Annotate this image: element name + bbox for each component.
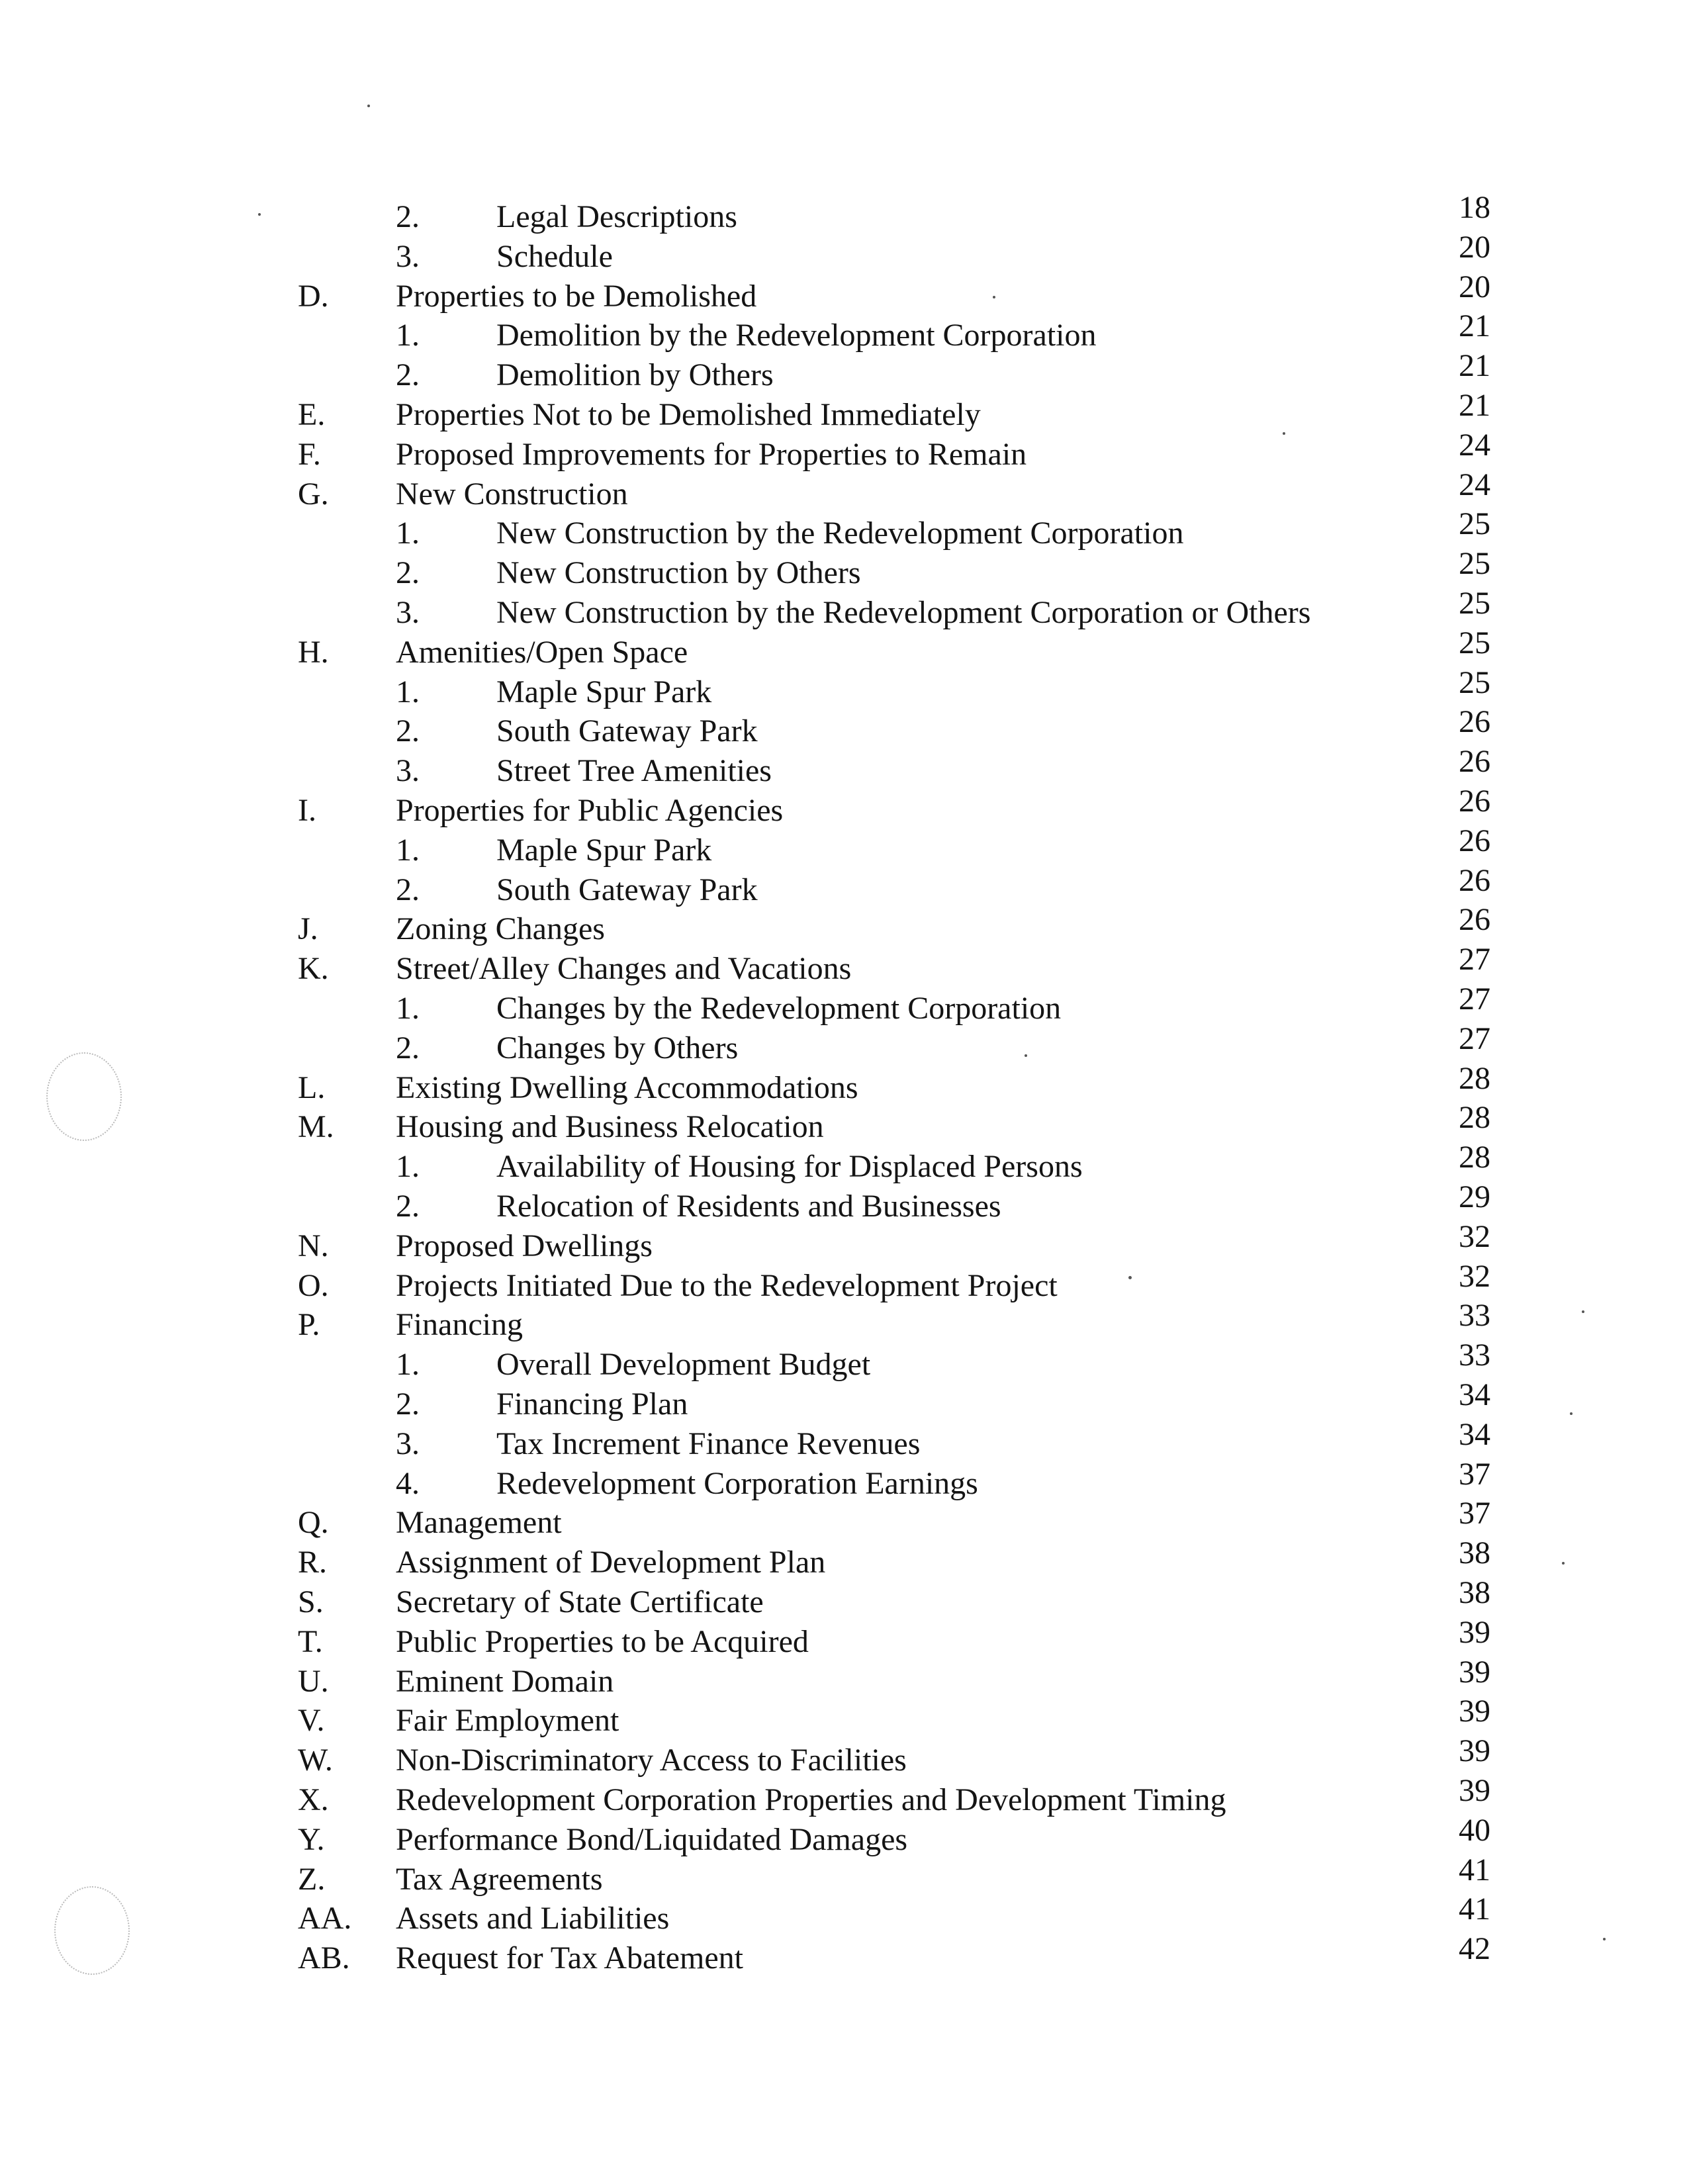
entry-title: Request for Tax Abatement xyxy=(396,1940,743,1976)
page-number: 20 xyxy=(1459,229,1490,265)
toc-subentry xyxy=(0,744,1689,791)
page-number: 40 xyxy=(1459,1812,1490,1848)
entry-letter: AB. xyxy=(298,1940,350,1976)
toc-entry xyxy=(0,427,1689,475)
toc-subentry xyxy=(0,704,1689,751)
scan-speck xyxy=(367,105,370,107)
toc-entry xyxy=(0,784,1689,831)
page-number: 37 xyxy=(1459,1456,1490,1492)
toc-subentry xyxy=(0,1416,1689,1464)
entry-number: 1. xyxy=(396,516,420,551)
page-number: 27 xyxy=(1459,942,1490,978)
entry-title: Maple Spur Park xyxy=(496,674,712,709)
toc-subentry xyxy=(0,862,1689,910)
entry-number: 2. xyxy=(396,1030,420,1066)
entry-letter: AA. xyxy=(298,1901,352,1936)
entry-letter: P. xyxy=(298,1307,320,1343)
toc-entry xyxy=(0,1931,1689,1978)
entry-title: Demolition by the Redevelopment Corporation xyxy=(496,318,1097,353)
entry-number: 3. xyxy=(396,753,420,789)
entry-title: Maple Spur Park xyxy=(496,832,712,868)
toc-subentry xyxy=(0,664,1689,712)
page-number: 41 xyxy=(1459,1852,1490,1888)
entry-letter: F. xyxy=(298,436,321,472)
entry-title: Proposed Dwellings xyxy=(396,1228,653,1263)
entry-letter: U. xyxy=(298,1663,329,1699)
entry-title: Assignment of Development Plan xyxy=(396,1545,826,1580)
page-number: 32 xyxy=(1459,1258,1490,1294)
entry-title: Schedule xyxy=(496,238,613,274)
entry-number: 4. xyxy=(396,1465,420,1501)
page-number: 37 xyxy=(1459,1496,1490,1531)
entry-number: 2. xyxy=(396,872,420,907)
toc-subentry xyxy=(0,506,1689,553)
scan-speck xyxy=(258,213,261,216)
entry-number: 2. xyxy=(396,713,420,749)
page-number: 32 xyxy=(1459,1218,1490,1254)
toc-subentry xyxy=(0,190,1689,237)
toc-entry xyxy=(0,388,1689,435)
toc-entry xyxy=(0,625,1689,672)
entry-title: Zoning Changes xyxy=(396,911,605,947)
page-number: 39 xyxy=(1459,1773,1490,1808)
entry-title: Non-Discriminatory Access to Facilities xyxy=(396,1743,907,1778)
scan-speck xyxy=(1603,1938,1606,1940)
entry-title: Eminent Domain xyxy=(396,1663,614,1699)
entry-title: New Construction xyxy=(396,476,628,512)
page-number: 33 xyxy=(1459,1298,1490,1334)
page-number: 41 xyxy=(1459,1891,1490,1927)
entry-letter: N. xyxy=(298,1228,329,1263)
page-number: 25 xyxy=(1459,586,1490,621)
entry-title: Tax Increment Finance Revenues xyxy=(496,1426,921,1461)
page-number: 21 xyxy=(1459,388,1490,423)
page-number: 26 xyxy=(1459,823,1490,858)
page-number: 26 xyxy=(1459,902,1490,938)
entry-title: Relocation of Residents and Businesses xyxy=(496,1189,1001,1224)
page-number: 38 xyxy=(1459,1575,1490,1610)
entry-letter: M. xyxy=(298,1109,334,1145)
page-number: 28 xyxy=(1459,1140,1490,1175)
page-number: 24 xyxy=(1459,427,1490,463)
page-number: 28 xyxy=(1459,1100,1490,1136)
scan-speck xyxy=(1025,1054,1027,1057)
page-number: 38 xyxy=(1459,1535,1490,1571)
scan-speck xyxy=(1128,1276,1132,1279)
toc-entry xyxy=(0,467,1689,514)
toc-subentry xyxy=(0,586,1689,633)
page-number: 20 xyxy=(1459,269,1490,304)
scan-speck xyxy=(1582,1310,1584,1313)
scan-speck xyxy=(1570,1412,1573,1415)
entry-number: 1. xyxy=(396,832,420,868)
page-number: 28 xyxy=(1459,1060,1490,1096)
page-number: 21 xyxy=(1459,308,1490,344)
page-number: 26 xyxy=(1459,704,1490,740)
entry-letter: T. xyxy=(298,1623,323,1659)
entry-letter: Q. xyxy=(298,1505,329,1541)
entry-title: Properties to be Demolished xyxy=(396,278,757,314)
toc-entry xyxy=(0,1575,1689,1622)
entry-number: 3. xyxy=(396,1426,420,1461)
page-number: 21 xyxy=(1459,348,1490,384)
entry-letter: V. xyxy=(298,1703,325,1739)
punch-hole-mark xyxy=(46,1052,122,1141)
toc-entry xyxy=(0,1060,1689,1108)
entry-letter: X. xyxy=(298,1782,329,1817)
entry-number: 1. xyxy=(396,1347,420,1383)
toc-entry xyxy=(0,1891,1689,1938)
page-number: 34 xyxy=(1459,1416,1490,1452)
toc-subentry xyxy=(0,1456,1689,1504)
entry-title: South Gateway Park xyxy=(496,713,758,749)
entry-title: Demolition by Others xyxy=(496,357,774,393)
page-number: 42 xyxy=(1459,1931,1490,1967)
toc-entry xyxy=(0,1654,1689,1702)
entry-title: New Construction by the Redevelopment Corporation or Others xyxy=(496,595,1311,630)
entry-title: Overall Development Budget xyxy=(496,1347,871,1383)
page-number: 26 xyxy=(1459,744,1490,780)
entry-title: Properties Not to be Demolished Immediately xyxy=(396,397,981,432)
page-number: 26 xyxy=(1459,862,1490,898)
entry-number: 3. xyxy=(396,238,420,274)
entry-title: New Construction by Others xyxy=(496,555,861,591)
page-number: 29 xyxy=(1459,1179,1490,1214)
entry-title: Changes by Others xyxy=(496,1030,739,1066)
entry-letter: Z. xyxy=(298,1861,326,1897)
page-number: 39 xyxy=(1459,1733,1490,1769)
entry-letter: I. xyxy=(298,793,316,828)
punch-hole-mark xyxy=(54,1886,130,1975)
entry-title: Financing xyxy=(396,1307,523,1343)
entry-title: New Construction by the Redevelopment Corporation xyxy=(496,516,1184,551)
entry-letter: H. xyxy=(298,634,329,670)
toc-subentry xyxy=(0,229,1689,277)
entry-title: Secretary of State Certificate xyxy=(396,1584,764,1619)
page-number: 33 xyxy=(1459,1338,1490,1373)
entry-letter: Y. xyxy=(298,1821,325,1857)
entry-title: Tax Agreements xyxy=(396,1861,603,1897)
toc-entry xyxy=(0,1694,1689,1741)
scan-speck xyxy=(1283,432,1285,435)
entry-title: South Gateway Park xyxy=(496,872,758,907)
entry-number: 2. xyxy=(396,1387,420,1422)
toc-entry xyxy=(0,1535,1689,1582)
entry-number: 2. xyxy=(396,357,420,393)
entry-letter: D. xyxy=(298,278,329,314)
page-number: 27 xyxy=(1459,1021,1490,1056)
entry-letter: K. xyxy=(298,951,329,987)
page-number: 26 xyxy=(1459,784,1490,819)
entry-title: Amenities/Open Space xyxy=(396,634,688,670)
entry-title: Legal Descriptions xyxy=(496,199,737,234)
entry-title: Public Properties to be Acquired xyxy=(396,1623,809,1659)
entry-title: Management xyxy=(396,1505,562,1541)
toc-entry xyxy=(0,942,1689,989)
entry-title: Fair Employment xyxy=(396,1703,619,1739)
entry-title: Street Tree Amenities xyxy=(496,753,772,789)
toc-entry xyxy=(0,1812,1689,1860)
toc-entry xyxy=(0,1614,1689,1662)
page-number: 25 xyxy=(1459,664,1490,700)
entry-number: 1. xyxy=(396,318,420,353)
toc-entry xyxy=(0,1773,1689,1820)
scan-speck xyxy=(1562,1562,1565,1565)
page-number: 39 xyxy=(1459,1614,1490,1650)
page-number: 25 xyxy=(1459,506,1490,542)
toc-entry xyxy=(0,1100,1689,1147)
toc-entry xyxy=(0,1852,1689,1899)
entry-title: Redevelopment Corporation Properties and Development Timing xyxy=(396,1782,1226,1817)
toc-subentry xyxy=(0,1179,1689,1226)
toc-entry xyxy=(0,1496,1689,1543)
entry-title: Financing Plan xyxy=(496,1387,688,1422)
toc-entry xyxy=(0,1298,1689,1345)
toc-subentry xyxy=(0,308,1689,355)
entry-title: Availability of Housing for Displaced Persons xyxy=(496,1149,1083,1185)
entry-title: Assets and Liabilities xyxy=(396,1901,670,1936)
toc-entry xyxy=(0,1218,1689,1266)
entry-number: 1. xyxy=(396,991,420,1026)
entry-title: Street/Alley Changes and Vacations xyxy=(396,951,852,987)
entry-title: Changes by the Redevelopment Corporation xyxy=(496,991,1062,1026)
toc-subentry xyxy=(0,823,1689,870)
toc-entry xyxy=(0,1258,1689,1306)
entry-title: Housing and Business Relocation xyxy=(396,1109,824,1145)
entry-letter: O. xyxy=(298,1267,329,1303)
toc-subentry xyxy=(0,1377,1689,1424)
page-number: 27 xyxy=(1459,981,1490,1017)
page-number: 39 xyxy=(1459,1694,1490,1729)
entry-number: 2. xyxy=(396,555,420,591)
entry-letter: W. xyxy=(298,1743,333,1778)
toc-subentry xyxy=(0,1338,1689,1385)
entry-title: Projects Initiated Due to the Redevelopment Project xyxy=(396,1267,1058,1303)
entry-letter: J. xyxy=(298,911,318,947)
toc-subentry xyxy=(0,1021,1689,1068)
scan-speck xyxy=(993,296,995,298)
entry-number: 2. xyxy=(396,1189,420,1224)
page-number: 18 xyxy=(1459,190,1490,225)
entry-number: 3. xyxy=(396,595,420,630)
entry-title: Proposed Improvements for Properties to Remain xyxy=(396,436,1027,472)
page-number: 24 xyxy=(1459,467,1490,502)
entry-number: 1. xyxy=(396,674,420,709)
entry-title: Existing Dwelling Accommodations xyxy=(396,1069,858,1105)
toc-subentry xyxy=(0,1140,1689,1187)
page-number: 34 xyxy=(1459,1377,1490,1412)
entry-letter: E. xyxy=(298,397,326,432)
entry-letter: G. xyxy=(298,476,329,512)
toc-subentry xyxy=(0,348,1689,395)
entry-letter: S. xyxy=(298,1584,324,1619)
page-number: 39 xyxy=(1459,1654,1490,1690)
page-number: 25 xyxy=(1459,625,1490,660)
entry-title: Properties for Public Agencies xyxy=(396,793,784,828)
toc-subentry xyxy=(0,546,1689,593)
entry-number: 2. xyxy=(396,199,420,234)
entry-title: Redevelopment Corporation Earnings xyxy=(496,1465,978,1501)
toc-subentry xyxy=(0,981,1689,1028)
toc-entry xyxy=(0,269,1689,316)
toc-entry xyxy=(0,1733,1689,1780)
entry-letter: L. xyxy=(298,1069,326,1105)
entry-number: 1. xyxy=(396,1149,420,1185)
entry-title: Performance Bond/Liquidated Damages xyxy=(396,1821,908,1857)
toc-entry xyxy=(0,902,1689,949)
page-number: 25 xyxy=(1459,546,1490,582)
entry-letter: R. xyxy=(298,1545,328,1580)
